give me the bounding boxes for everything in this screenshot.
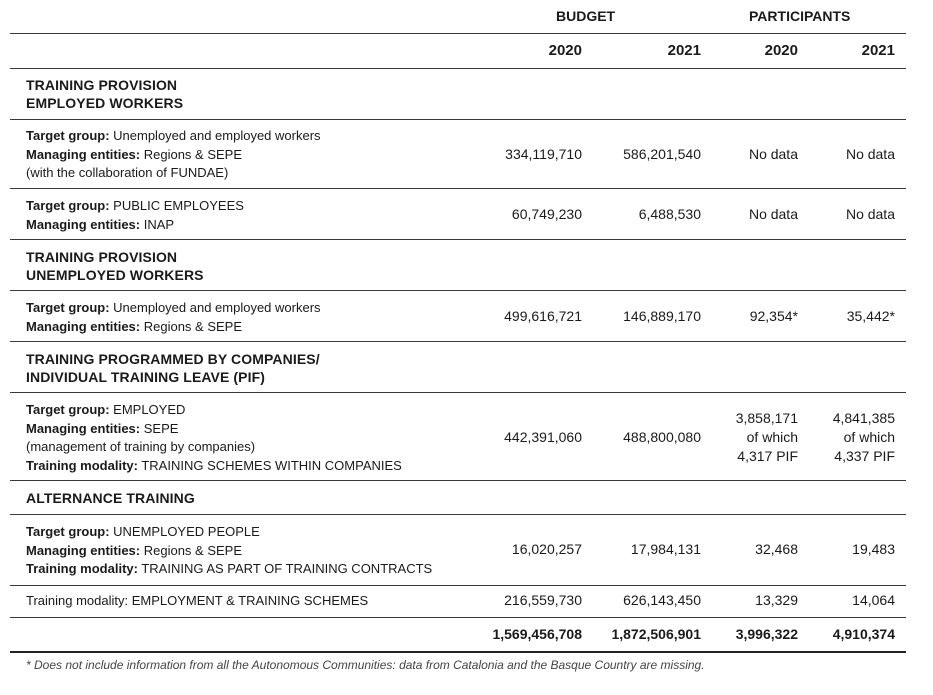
budget-2020-value: 442,391,060: [504, 429, 582, 445]
budget-2020-value: 334,119,710: [505, 146, 582, 162]
budget-2020-value: 16,020,257: [511, 541, 582, 557]
participants-2020-value: 13,329: [755, 592, 798, 608]
participants-2021-value: No data: [845, 206, 895, 222]
divider: [10, 119, 906, 120]
divider: [10, 33, 906, 34]
total-participants-2021: 4,910,374: [832, 626, 895, 642]
total-budget-2020: 1,569,456,708: [492, 626, 582, 642]
divider: [10, 188, 906, 189]
divider: [10, 585, 906, 586]
year-budget-2020: 2020: [548, 42, 582, 59]
total-budget-2021: 1,872,506,901: [611, 626, 701, 642]
row-description: Training modality: EMPLOYMENT & TRAINING SCHEMES: [26, 593, 369, 608]
divider: [10, 480, 906, 481]
budget-2021-value: 17,984,131: [630, 541, 701, 557]
row-description: Target group: UNEMPLOYED PEOPLE Managing entities: Regions & SEPE Training modality: TRAINING AS PART OF TRAINING CONTRACTS: [26, 524, 433, 576]
row-description: Target group: Unemployed and employed workers Managing entities: Regions & SEPE (with the collaboration of FUNDAE): [26, 128, 321, 180]
section-title-employed: TRAINING PROVISION EMPLOYED WORKERS: [26, 77, 184, 111]
section-title-companies: TRAINING PROGRAMMED BY COMPANIES/ INDIVIDUAL TRAINING LEAVE (PIF): [26, 351, 320, 385]
header-budget: BUDGET: [556, 8, 616, 24]
divider: [10, 617, 906, 618]
total-participants-2020: 3,996,322: [735, 626, 798, 642]
footnote: * Does not include information from all the Autonomous Communities: data from Catalonia and the Basque Country are missing.: [26, 658, 705, 672]
divider: [10, 392, 906, 393]
participants-2020-value: 3,858,171 of which 4,317 PIF: [735, 410, 798, 464]
header-participants: PARTICIPANTS: [749, 8, 851, 24]
participants-2021-value: 35,442*: [846, 308, 895, 324]
participants-2021-value: 14,064: [852, 592, 895, 608]
participants-2020-value: No data: [748, 146, 798, 162]
divider: [10, 341, 906, 342]
row-description: Target group: EMPLOYED Managing entities: SEPE (management of training by companies) Training modality: TRAINING SCHEMES WITHIN COMPANIES: [26, 402, 402, 473]
row-description: Target group: PUBLIC EMPLOYEES Managing entities: INAP: [26, 198, 244, 232]
divider: [10, 514, 906, 515]
budget-2020-value: 499,616,721: [504, 308, 582, 324]
budget-2021-value: 6,488,530: [638, 206, 701, 222]
section-title-unemployed: TRAINING PROVISION UNEMPLOYED WORKERS: [26, 249, 204, 283]
participants-2020-value: 32,468: [755, 541, 798, 557]
budget-2021-value: 488,800,080: [623, 429, 701, 445]
divider: [10, 651, 906, 653]
participants-2021-value: 19,483: [852, 541, 895, 557]
year-participants-2021: 2021: [861, 42, 895, 59]
budget-2021-value: 626,143,450: [623, 592, 701, 608]
row-description: Target group: Unemployed and employed workers Managing entities: Regions & SEPE: [26, 300, 321, 334]
year-budget-2021: 2021: [667, 42, 701, 59]
divider: [10, 68, 906, 69]
participants-2020-value: No data: [748, 206, 798, 222]
participants-2021-value: 4,841,385 of which 4,337 PIF: [832, 410, 895, 464]
budget-2020-value: 216,559,730: [504, 592, 582, 608]
budget-2021-value: 146,889,170: [623, 308, 701, 324]
divider: [10, 239, 906, 240]
section-title-alternance: ALTERNANCE TRAINING: [26, 490, 195, 506]
divider: [10, 290, 906, 291]
budget-2021-value: 586,201,540: [623, 146, 701, 162]
year-participants-2020: 2020: [764, 42, 798, 59]
budget-2020-value: 60,749,230: [511, 206, 582, 222]
participants-2021-value: No data: [845, 146, 895, 162]
participants-2020-value: 92,354*: [749, 308, 798, 324]
